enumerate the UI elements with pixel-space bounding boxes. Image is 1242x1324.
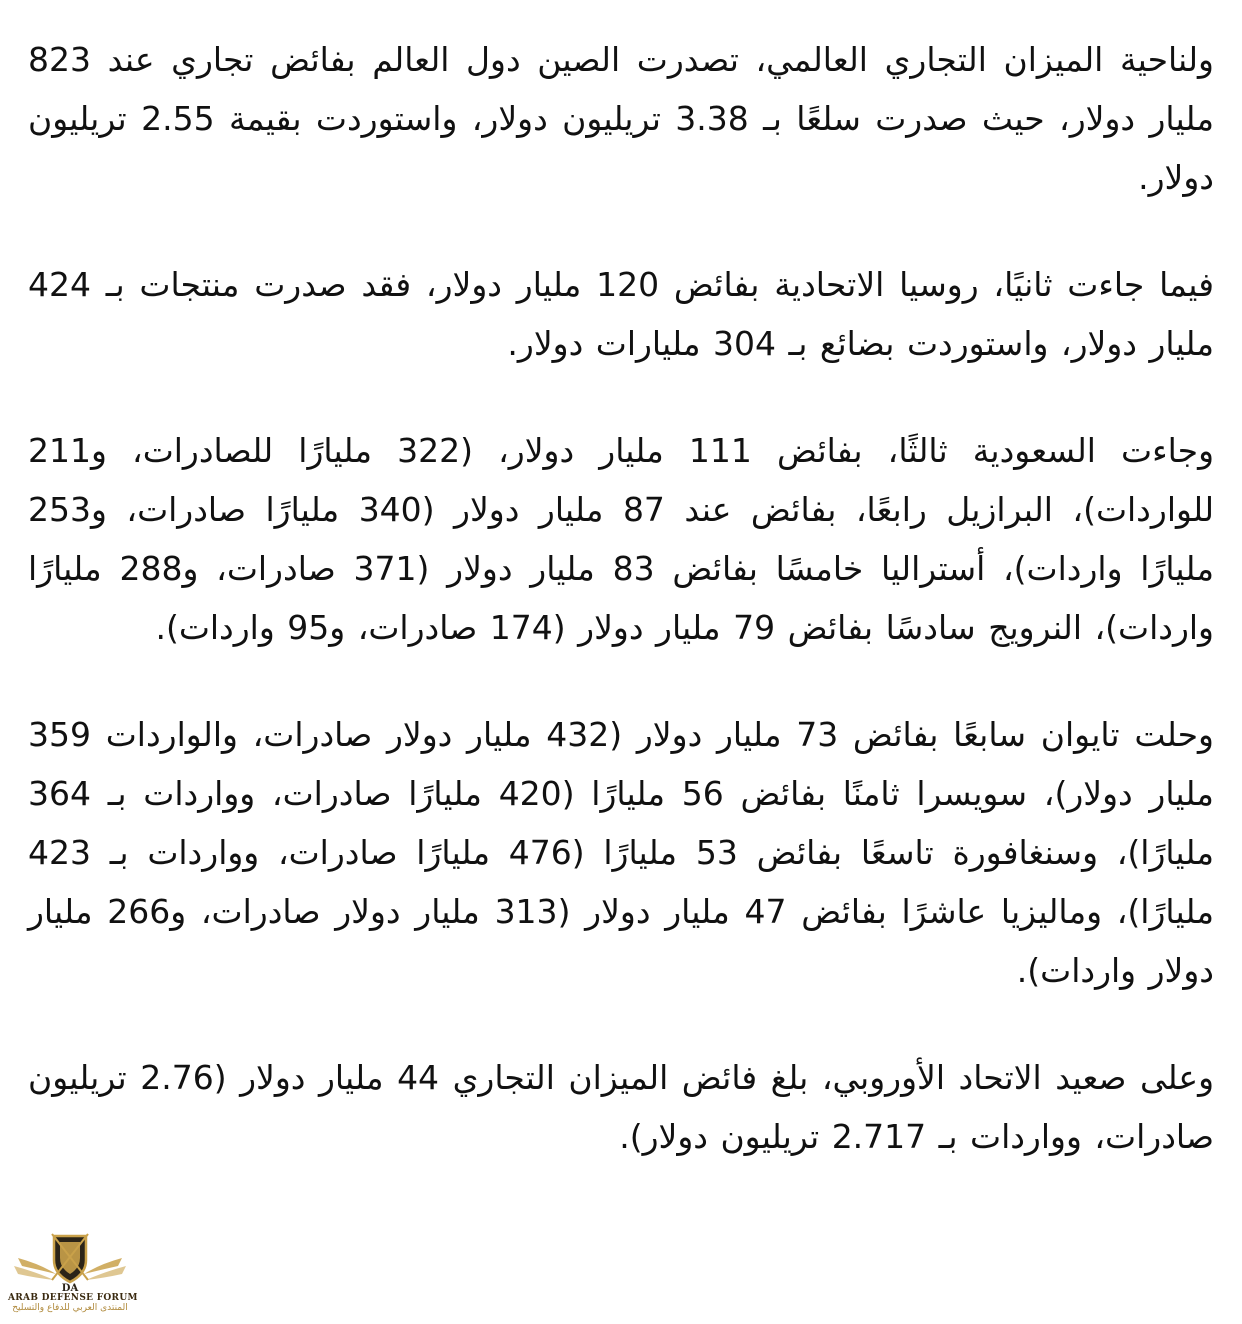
- article-body: [28, 30, 1214, 1214]
- paragraph-european-union: وعلى صعيد الاتحاد الأوروبي، بلغ فائض الميزان التجاري 44 مليار دولار (2.76 تريليون صادرات، وواردات بـ 2.717 تريليون دولار).: [28, 1058, 1215, 1156]
- shield-wings-logo-icon: [10, 1230, 130, 1292]
- paragraph-saudi-brazil-australia-norway: وجاءت السعودية ثالثًا، بفائض 111 مليار دولار، (322 مليارًا للصادرات، و211 للواردات)، البرازيل رابعًا، بفائض عند 87 مليار دولار (340 مليارًا صادرات، و253 مليارًا واردات)، أستراليا خامسًا بفائض 83 مليار دولار (371 صادرات، و288 مليارًا واردات)، النرويج سادسًا بفائض 79 مليار دولار (174 صادرات، و95 واردات).: [28, 431, 1215, 647]
- paragraph-taiwan-switzerland-singapore-malaysia: وحلت تايوان سابعًا بفائض 73 مليار دولار (432 مليار دولار صادرات، والواردات 359 مليار دولار)، سويسرا ثامنًا بفائض 56 مليارًا (420 مليارًا صادرات، وواردات بـ 364 مليارًا)، وسنغافورة تاسعًا بفائض 53 مليارًا (476 مليارًا صادرات، وواردات بـ 423 مليارًا)، وماليزيا عاشرًا بفائض 47 مليار دولار (313 مليار دولار صادرات، و266 مليار دولار واردات).: [28, 715, 1215, 990]
- watermark-name-arabic: المنتدى العربي للدفاع والتسليح: [12, 1303, 128, 1313]
- paragraph-global-trade-china: ولناحية الميزان التجاري العالمي، تصدرت الصين دول العالم بفائض تجاري عند 823 مليار دولار، حيث صدرت سلعًا بـ 3.38 تريليون دولار، واستوردت بقيمة 2.55 تريليون دولار.: [28, 40, 1214, 197]
- monogram-text: DA: [61, 1283, 79, 1292]
- watermark-name-english: ARAB DEFENSE FORUM: [8, 1293, 138, 1303]
- arab-defense-forum-watermark: [8, 1230, 138, 1320]
- paragraph-russia: فيما جاءت ثانيًا، روسيا الاتحادية بفائض 120 مليار دولار، فقد صدرت منتجات بـ 424 مليار دولار، واستوردت بضائع بـ 304 مليارات دولار.: [28, 265, 1214, 363]
